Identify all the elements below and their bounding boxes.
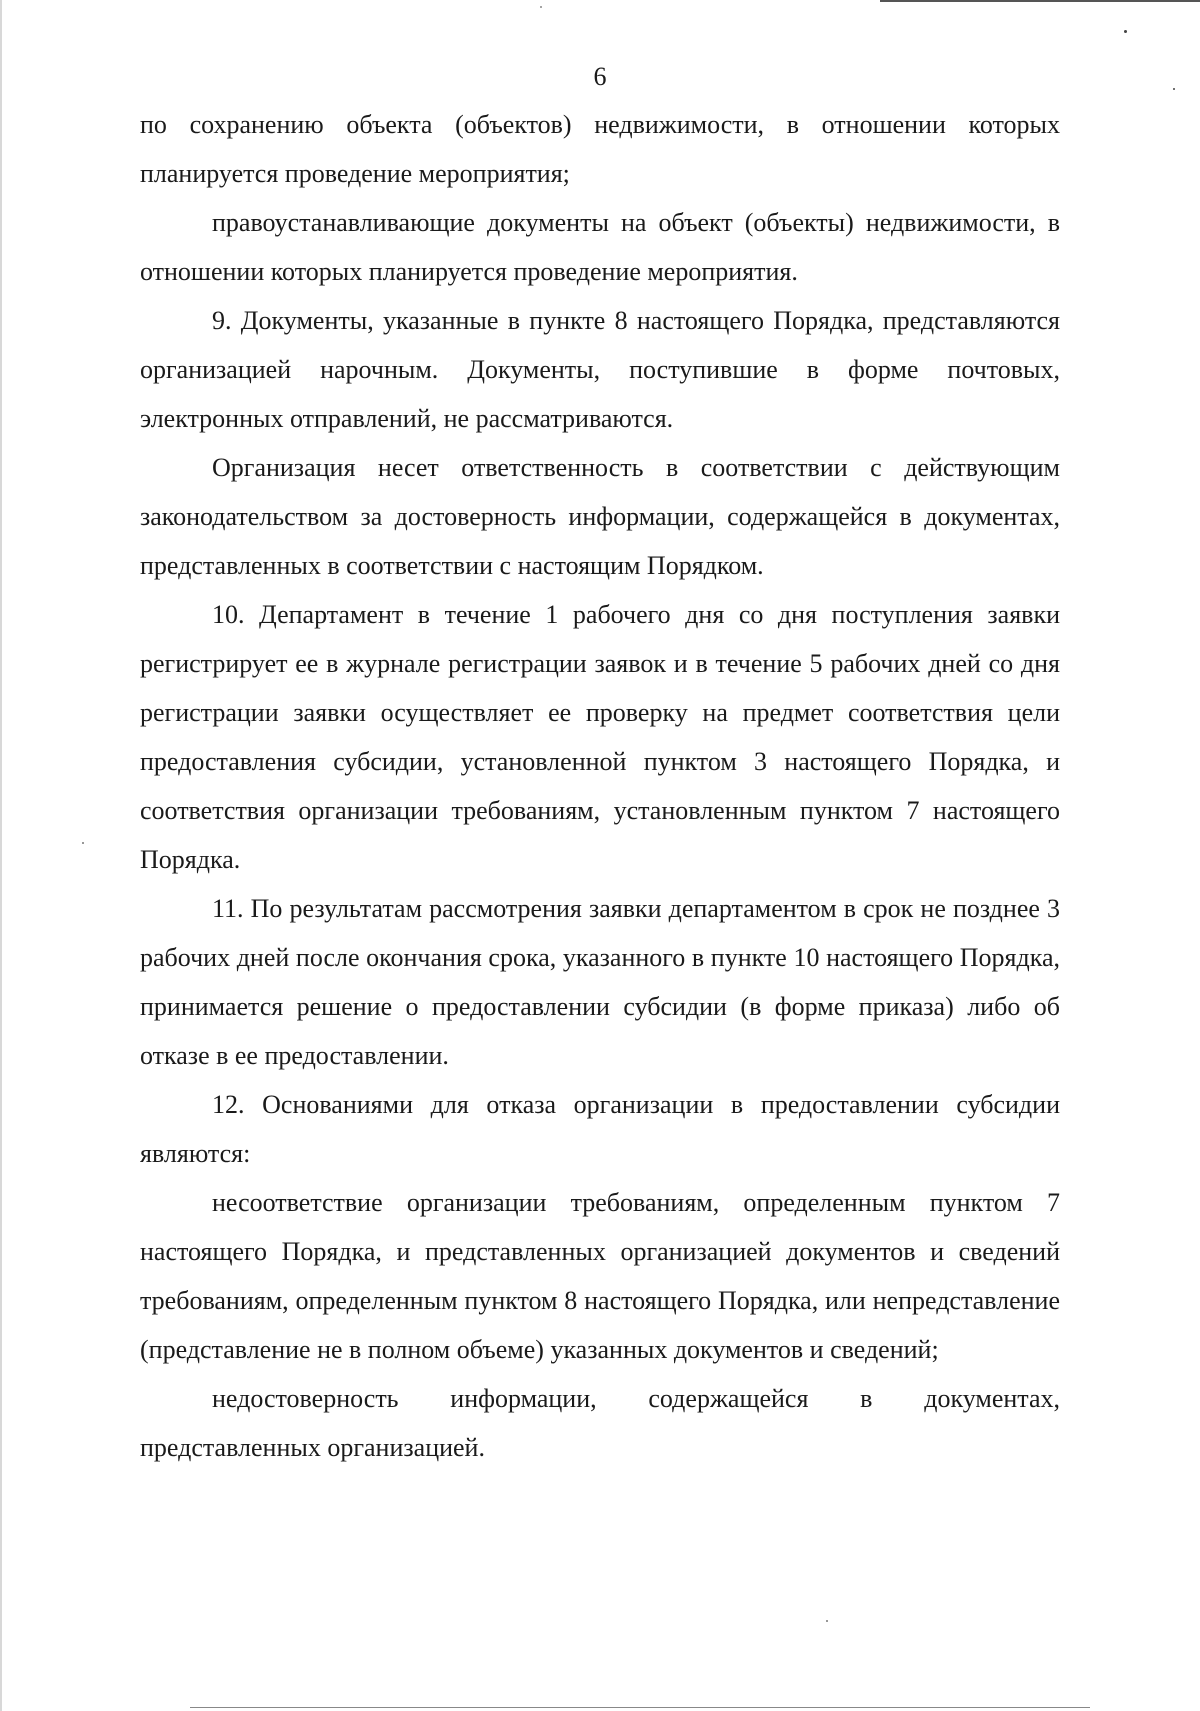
page-number: 6 bbox=[593, 62, 607, 91]
paragraph: правоустанавливающие документы на объект (объекты) недвижимости, в отношении которых планируется проведение мероприятия. bbox=[140, 208, 1060, 286]
paragraph: 12. Основаниями для отказа организации в предоставлении субсидии являются: bbox=[140, 1090, 1060, 1168]
paragraph: 9. Документы, указанные в пункте 8 настоящего Порядка, представляются организацией нарочным. Документы, поступившие в форме почтовых, электронных отправлений, не рассматриваются. bbox=[140, 306, 1060, 433]
paragraph: недостоверность информации, содержащейся в документах, представленных организацией. bbox=[140, 1384, 1060, 1462]
body-text bbox=[140, 100, 1060, 1472]
scan-speck bbox=[540, 6, 542, 8]
paragraph: 10. Департамент в течение 1 рабочего дня со дня поступления заявки регистрирует ее в журнале регистрации заявок и в течение 5 рабочих дней со дня регистрации заявки осуществляет ее проверку на предмет соответствия цели предоставления субсидии, установленной пунктом 3 настоящего Порядка, и соответствия организации требованиям, установленным пунктом 7 настоящего Порядка. bbox=[140, 600, 1060, 874]
paragraph: Организация несет ответственность в соответствии с действующим законодательством за достоверность информации, содержащейся в документах, представленных в соответствии с настоящим Порядком. bbox=[140, 453, 1060, 580]
paragraph: несоответствие организации требованиям, определенным пунктом 7 настоящего Порядка, и представленных организацией документов и сведений требованиям, определенным пунктом 8 настоящего Порядка, или непредставление (представление не в полном объеме) указанных документов и сведений; bbox=[140, 1188, 1060, 1364]
scan-edge-bottom bbox=[190, 1707, 1090, 1708]
scan-speck bbox=[82, 842, 84, 844]
scan-speck bbox=[1124, 30, 1127, 33]
scan-edge-top bbox=[880, 0, 1200, 2]
scan-speck bbox=[826, 1620, 828, 1622]
paragraph: по сохранению объекта (объектов) недвижимости, в отношении которых планируется проведение мероприятия; bbox=[140, 110, 1060, 188]
scan-edge-left bbox=[0, 0, 2, 1711]
paragraph: 11. По результатам рассмотрения заявки департаментом в срок не позднее 3 рабочих дней после окончания срока, указанного в пункте 10 настоящего Порядка, принимается решение о предоставлении субсидии (в форме приказа) либо об отказе в ее предоставлении. bbox=[140, 894, 1060, 1070]
